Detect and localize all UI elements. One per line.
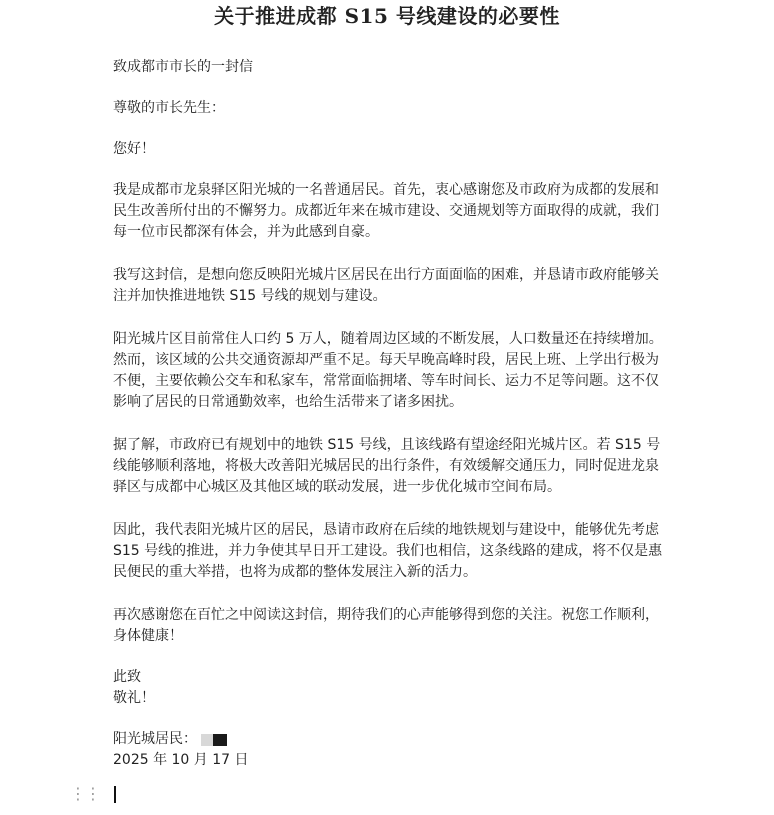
text-cursor <box>114 786 116 803</box>
document-title: 关于推进成都 S15 号线建设的必要性 <box>214 4 560 28</box>
paragraph-request: 因此，我代表阳光城片区的居民，恳请市政府在后续的地铁规划与建设中，能够优先考虑 S15 号线的推进，并力争使其早日开工建设。我们也相信，这条线路的建成，将不仅是惠民便民的重大举措，也将为成都的整体发展注入新的活力。 <box>113 522 663 580</box>
recipient-line: 致成都市市长的一封信 <box>113 59 253 75</box>
drag-handle-icon[interactable]: ⋮⋮ <box>70 784 100 803</box>
closing-line-1: 此致 <box>113 669 141 685</box>
paragraph-intro: 我是成都市龙泉驿区阳光城的一名普通居民。首先，衷心感谢您及市政府为成都的发展和民生改善所付出的不懈努力。成都近年来在城市建设、交通规划等方面取得的成就，我们每一位市民都深有体会，并为此感到自豪。 <box>113 182 659 240</box>
letter-body[interactable] <box>113 57 669 771</box>
greeting: 您好！ <box>113 141 155 157</box>
paragraph-s15-plan: 据了解，市政府已有规划中的地铁 S15 号线，且该线路有望途经阳光城片区。若 S15 号线能够顺利落地，将极大改善阳光城居民的出行条件，有效缓解交通压力，同时促进龙泉驿区与成都中心城区及其他区域的联动发展，进一步优化城市空间布局。 <box>113 437 661 495</box>
signature-label: 阳光城居民： <box>113 731 197 747</box>
paragraph-problem: 阳光城片区目前常住人口约 5 万人，随着周边区域的不断发展，人口数量还在持续增加。然而，该区域的公共交通资源却严重不足。每天早晚高峰时段，居民上班、上学出行极为不便，主要依赖公交车和私家车，常常面临拥堵、等车时间长、运力不足等问题。这不仅影响了居民的日常通勤效率，也给生活带来了诸多困扰。 <box>113 331 663 410</box>
letter-date: 2025 年 10 月 17 日 <box>113 752 249 768</box>
signature-row <box>113 729 669 750</box>
paragraph-purpose: 我写这封信，是想向您反映阳光城片区居民在出行方面面临的困难，并恳请市政府能够关注并加快推进地铁 S15 号线的规划与建设。 <box>113 267 659 304</box>
paragraph-thanks: 再次感谢您在百忙之中阅读这封信，期待我们的心声能够得到您的关注。祝您工作顺利，身体健康！ <box>113 607 659 644</box>
salutation: 尊敬的市长先生： <box>113 100 225 116</box>
closing-line-2: 敬礼！ <box>113 690 155 706</box>
redacted-name <box>201 734 227 746</box>
